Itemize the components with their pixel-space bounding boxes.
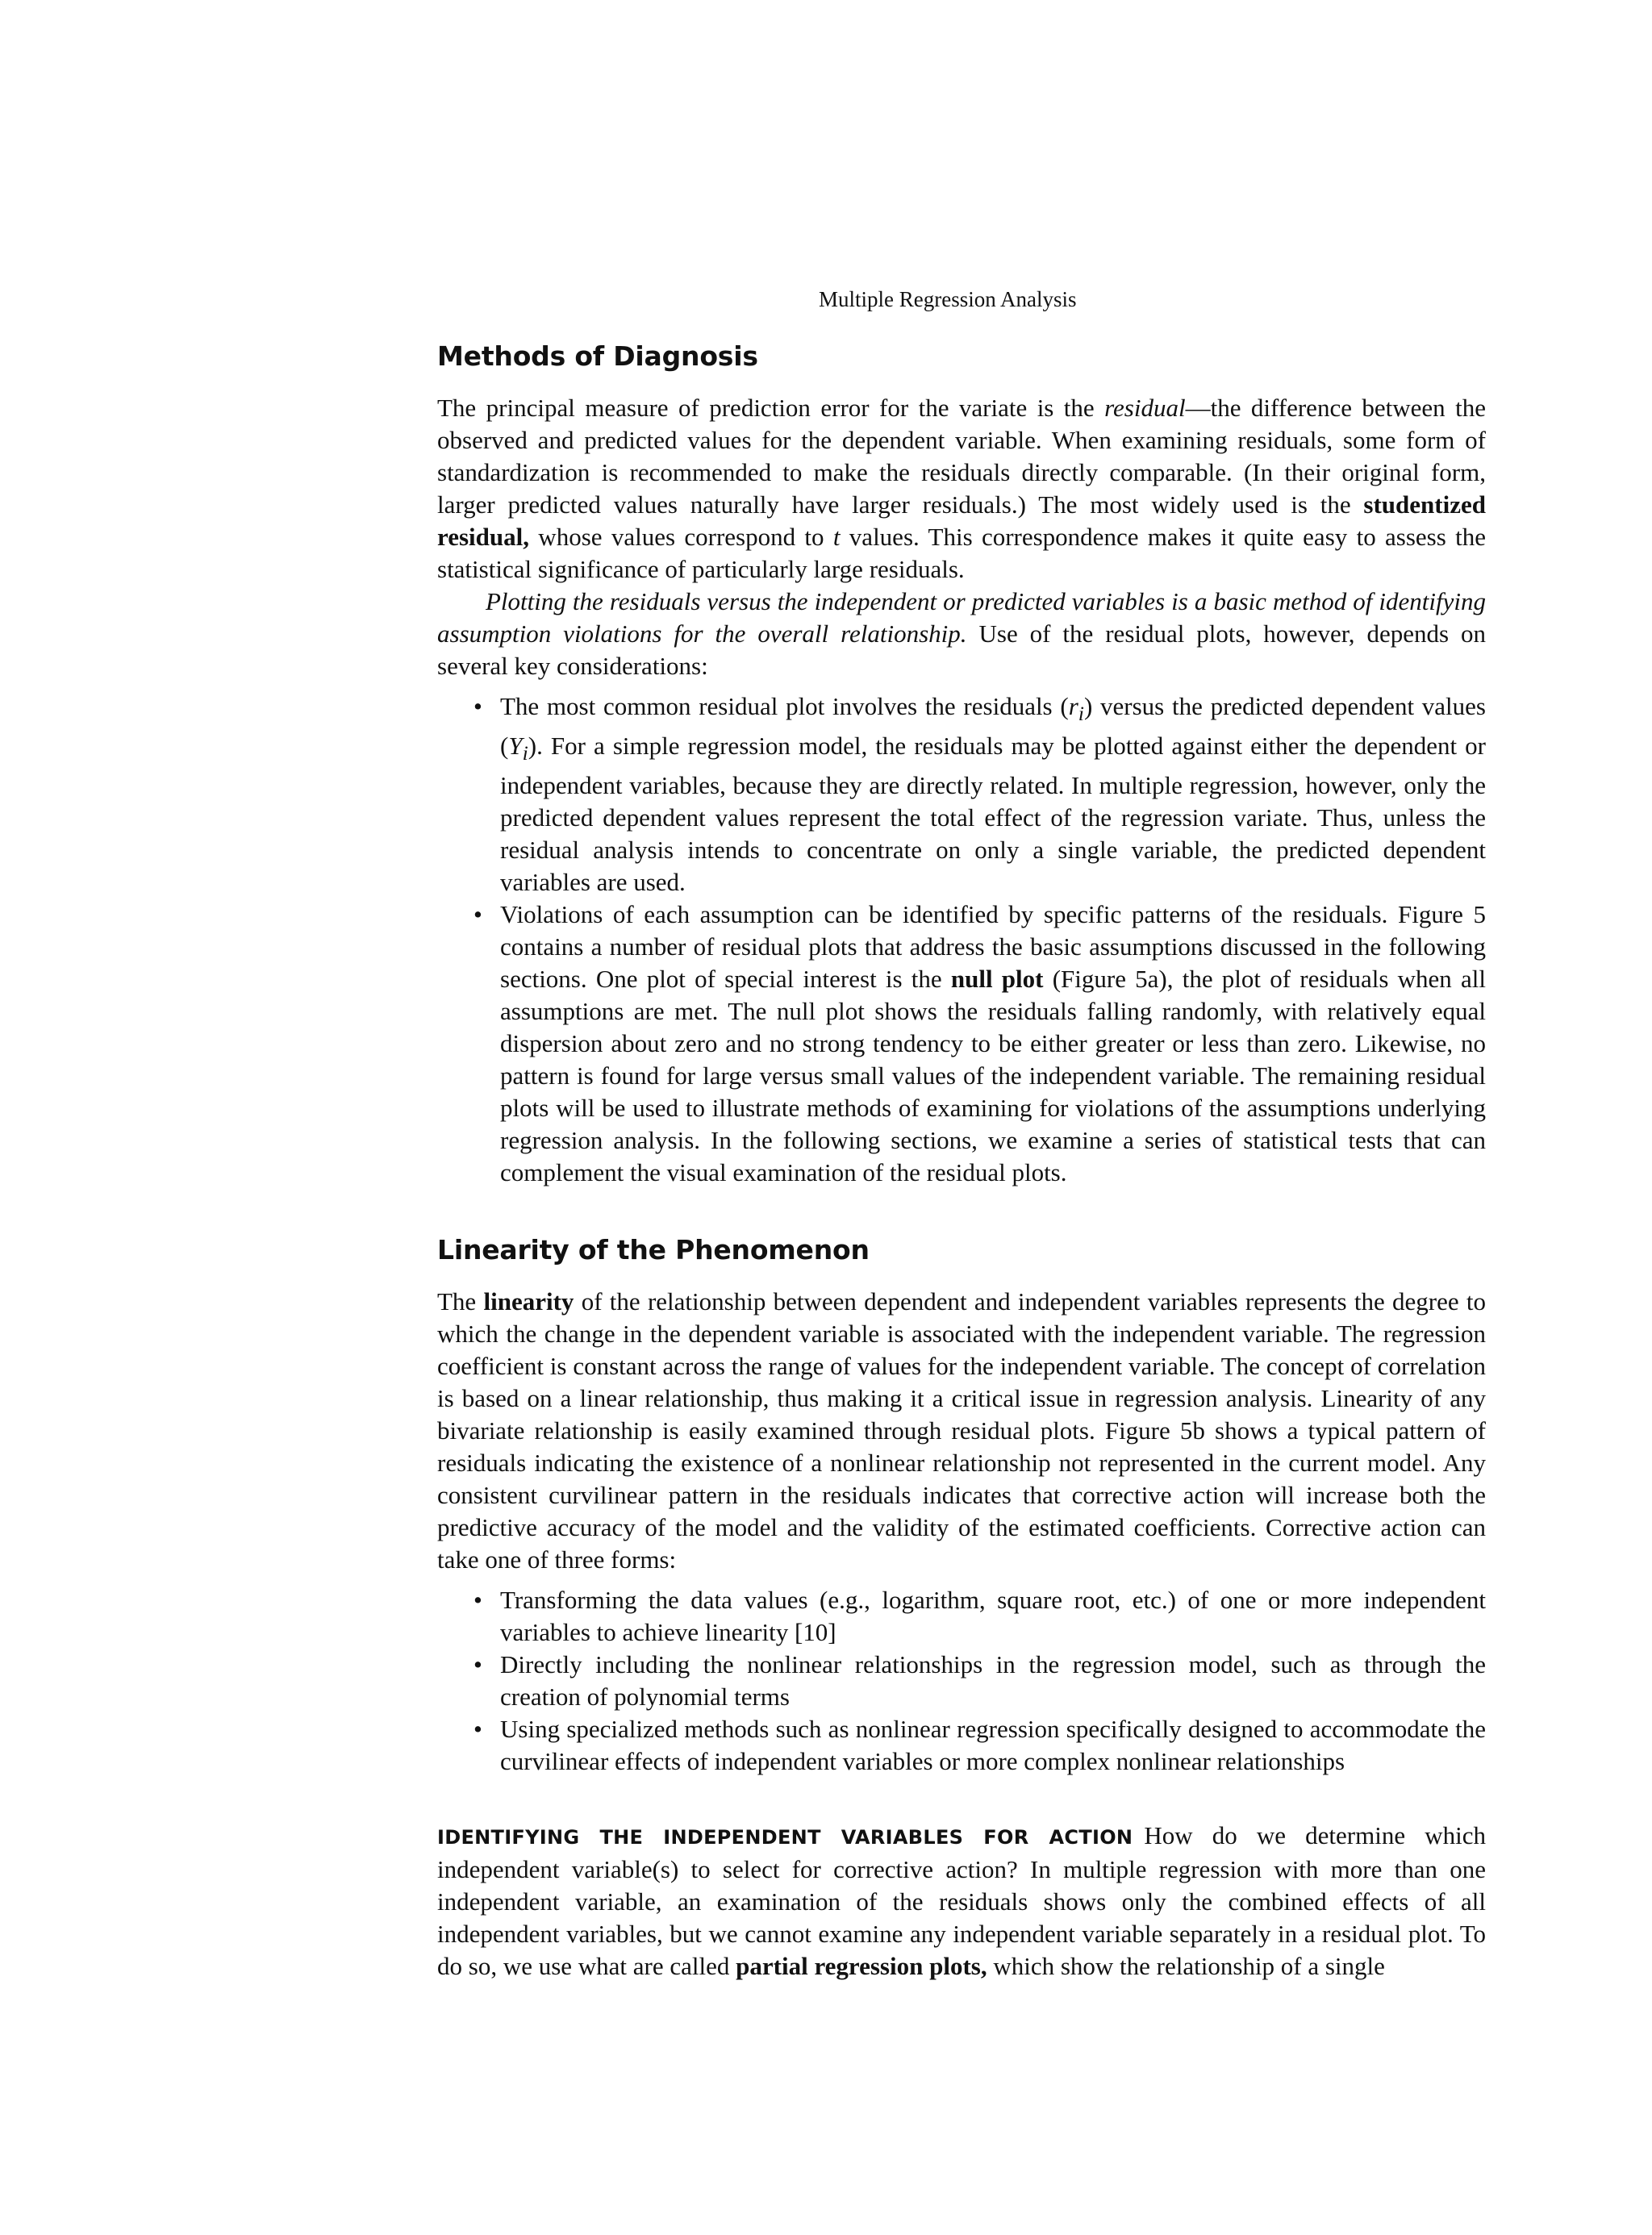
considerations-list xyxy=(437,690,1486,1189)
term-residual: residual xyxy=(1104,394,1186,422)
list-item: • Transforming the data values (e.g., logarithm, square root, etc.) of one or more independent variables to achieve linearity [10] xyxy=(437,1584,1486,1649)
section-heading-linearity: Linearity of the Phenomenon xyxy=(437,1234,870,1266)
paragraph-linearity: The linearity of the relationship between dependent and independent variables represents the degree to which the change in the dependent variable is associated with the independent variable. The regression coefficient is constant across the range of values for the independent variable. The concept of correlation is based on a linear relationship, thus making it a critical issue in regression analysis. Linearity of any bivariate relationship is easily examined through residual plots. Figure 5b shows a typical pattern of residuals indicating the existence of a nonlinear relationship not represented in the current model. Any consistent curvilinear pattern in the residuals indicates that corrective action will increase both the predictive accuracy of the model and the validity of the estimated coefficients. Corrective action can take one of three forms: xyxy=(437,1287,1486,1574)
section-linearity xyxy=(437,1232,1486,1778)
section-identifying-variables xyxy=(437,1820,1486,1983)
list-item: • Using specialized methods such as nonlinear regression specifically designed to accommodate the curvilinear effects of independent variables or more complex nonlinear relationships xyxy=(437,1713,1486,1778)
list-item: • Violations of each assumption can be identified by specific patterns of the residuals. Figure 5 contains a number of residual plots that address the basic assumptions discussed in the following sections. One plot of special interest is the null plot (Figure 5a), the plot of residuals when all assumptions are met. The null plot shows the residuals falling randomly, with relatively equal dispersion about zero and no strong tendency to be either greater or less than zero. Likewise, no pattern is found for large versus small values of the independent variable. The remaining residual plots will be used to illustrate methods of examining for violations of the assumptions underlying regression analysis. In the following sections, we examine a series of statistical tests that can complement the visual examination of the residual plots. xyxy=(437,899,1486,1189)
running-head: Multiple Regression Analysis xyxy=(819,287,1077,311)
runin-heading: IDENTIFYING THE INDEPENDENT VARIABLES FOR ACTION xyxy=(437,1826,1133,1849)
section-heading-methods-of-diagnosis: Methods of Diagnosis xyxy=(437,340,758,372)
corrective-action-list xyxy=(437,1584,1486,1778)
term-studentized-residual: studentized residual, xyxy=(437,490,1486,551)
paragraph-identifying-variables: IDENTIFYING THE INDEPENDENT VARIABLES FOR ACTION How do we determine which independent variable(s) to select for corrective action? In multiple regression with more than one independent variable, an examination of the residuals shows only the combined effects of all independent variables, but we cannot examine any independent variable separately in a residual plot. To do so, we use what are called partial regression plots, which show the relationship of a single xyxy=(437,1821,1486,1981)
paragraph-residual-definition: The principal measure of prediction error for the variate is the residual—the difference between the observed and predicted values for the dependent variable. When examining residuals, some form of standardization is recommended to make the residuals directly comparable. (In their original form, larger predicted values naturally have larger residuals.) The most widely used is the studentized residual, whose values correspond to t values. This correspondence makes it quite easy to assess the statistical significance of particularly large residuals. xyxy=(437,394,1486,583)
term-partial-regression-plots: partial regression plots, xyxy=(736,1952,987,1981)
term-linearity: linearity xyxy=(483,1287,574,1316)
page-body xyxy=(437,339,1486,1983)
paragraph-residual-plots: Plotting the residuals versus the independent or predicted variables is a basic method of identifying assumption violations for the overall relationship. Use of the residual plots, however, depends on several key considerations: xyxy=(437,587,1487,680)
emphasis-plotting-residuals: Plotting the residuals versus the independent or predicted variables is a basic method of identifying assumption violations for the overall relationship. xyxy=(437,587,1486,648)
list-item: • The most common residual plot involves the residuals $(r_i)$ versus the predicted dependent values $(Y_i)$. For a simple regression model, the residuals may be plotted against either the dependent or independent variables, because they are directly related. In multiple regression, however, only the predicted dependent values represent the total effect of the regression variate. Thus, unless the residual analysis intends to concentrate on only a single variable, the predicted dependent variables are used. xyxy=(437,690,1486,899)
term-null-plot: null plot xyxy=(950,965,1044,994)
list-item: • Directly including the nonlinear relationships in the regression model, such as through the creation of polynomial terms xyxy=(437,1649,1486,1713)
symbol-t: t xyxy=(832,523,841,551)
